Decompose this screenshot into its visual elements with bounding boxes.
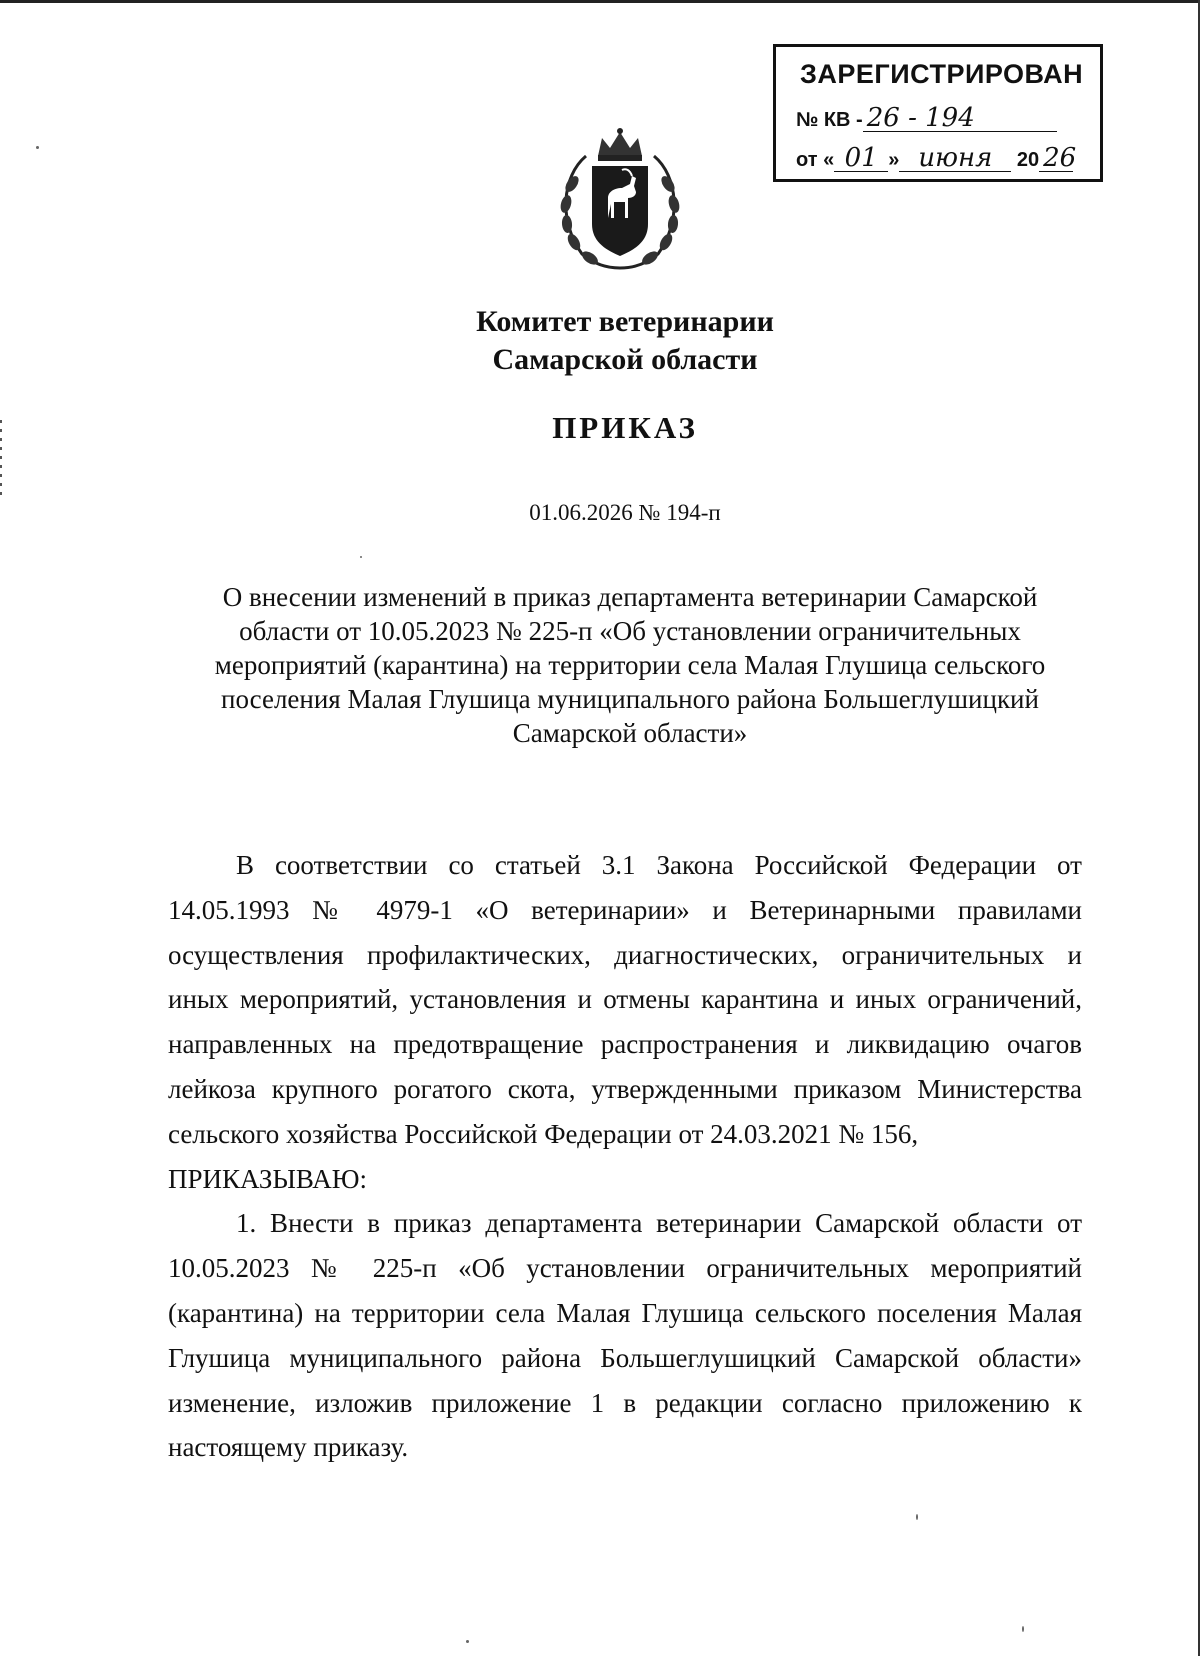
organization-name-line2: Самарской области	[492, 343, 758, 376]
stamp-number-line	[796, 105, 1057, 132]
stamp-date-mid: »	[888, 149, 900, 171]
organization-name-line1: Комитет ветеринарии	[476, 305, 774, 338]
scan-speck	[466, 1640, 469, 1643]
stamp-number-label: № КВ -	[796, 109, 863, 131]
stamp-date-year-prefix: 20	[1016, 149, 1040, 171]
scan-speck	[916, 1514, 918, 1520]
stamp-date-month-handwritten: июня	[899, 145, 1011, 172]
body-item-1: 1. Внести в приказ департамента ветеринарии Самарской области от 10.05.2023 № 225-п «Об установлении ограничительных мероприятий (карантина) на территории села Малая Глушица сельского поселения Малая Глушица муниципального района Большеглушицкий Самарской области» изменение, изложив приложение 1 в редакции согласно приложению к настоящему приказу.	[168, 1208, 1082, 1463]
stamp-number-handwritten: 26 - 194	[863, 105, 1057, 132]
stamp-title: ЗАРЕГИСТРИРОВАН	[800, 59, 1084, 89]
order-date-number: 01.06.2026 № 194-п	[529, 500, 721, 525]
stamp-date-day-handwritten: 01	[834, 145, 888, 172]
scan-edge-top	[0, 0, 1200, 3]
document-type-title: ПРИКАЗ	[552, 410, 698, 445]
coat-of-arms-icon	[552, 126, 688, 274]
body-decree-word: ПРИКАЗЫВАЮ:	[168, 1163, 367, 1194]
registration-stamp	[773, 44, 1103, 182]
scan-speck	[1022, 1626, 1024, 1632]
stamp-date-year-handwritten: 26	[1039, 145, 1073, 172]
scan-speck	[36, 146, 39, 149]
order-subject: О внесении изменений в приказ департамента ветеринарии Самарской области от 10.05.2023 № 225-п «Об установлении ограничительных мероприятий (карантина) на территории села Малая Глушица сельского поселения Малая Глушица муниципального района Большеглушицкий Самарской области»	[214, 582, 1046, 748]
body-preamble: В соответствии со статьей 3.1 Закона Российской Федерации от 14.05.1993 № 4979-1 «О ветеринарии» и Ветеринарными правилами осуществления профилактических, диагностических, ограничительных и иных мероприятий, установления и отмены карантина и иных ограничений, направленных на предотвращение распространения и ликвидацию очагов лейкоза крупного рогатого скота, утвержденными приказом Министерства сельского хозяйства Российской Федерации от 24.03.2021 № 156,	[168, 850, 1082, 1149]
order-body	[168, 843, 1082, 1470]
scan-speck	[360, 556, 362, 558]
stamp-date-line	[796, 143, 1077, 173]
stamp-date-prefix: от «	[796, 149, 835, 171]
